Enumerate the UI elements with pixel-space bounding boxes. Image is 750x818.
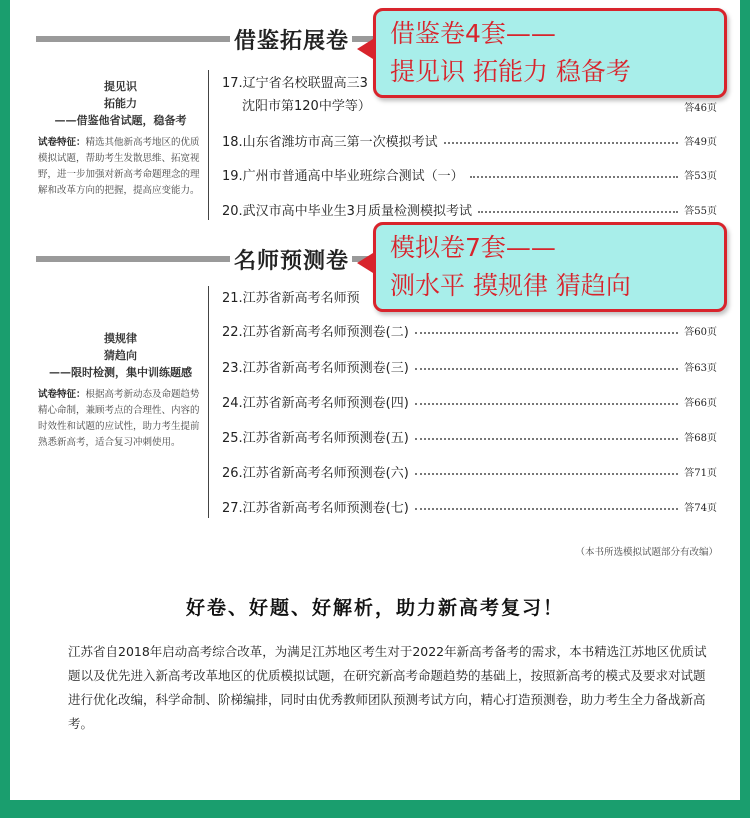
toc-page-only [570, 95, 717, 117]
toc-row[interactable] [222, 355, 717, 377]
note-line: ——限时检测，集中训练题感 [49, 366, 192, 379]
callout-borrow [373, 8, 727, 98]
leader-dots [415, 368, 678, 370]
toc-title: 19.广州市普通高中毕业班综合测试（一） [222, 168, 464, 184]
section-title-predict: 名师预测卷 [234, 248, 350, 274]
toc-title: 27.江苏省新高考名师预测卷(七) [222, 500, 409, 516]
toc-title: 20.武汉市高中毕业生3月质量检测模拟考试 [222, 203, 472, 219]
toc-row[interactable] [222, 163, 717, 185]
leader-dots [415, 403, 678, 405]
leader-dots [415, 332, 678, 334]
toc-page: 答53页 [684, 170, 717, 182]
toc-row[interactable] [222, 129, 717, 151]
toc-page: 答63页 [684, 362, 717, 374]
callout-line: 测水平 摸规律 猜趋向 [390, 271, 631, 300]
section-title-borrow: 借鉴拓展卷 [234, 28, 350, 54]
page [10, 0, 740, 800]
feature-body: 根据高考新动态及命题趋势精心命制，兼顾考点的合理性、内容的时效性和试题的应试性，助力考生提前熟悉新高考，适合复习冲刺使用。 [38, 389, 200, 448]
toc-title: 26.江苏省新高考名师预测卷(六) [222, 465, 409, 481]
feature-text [38, 387, 203, 451]
divider [208, 70, 209, 220]
note-line: 摸规律 [104, 332, 137, 345]
toc-title: 18.山东省潍坊市高三第一次模拟考试 [222, 134, 438, 150]
leader-dots [415, 438, 678, 440]
toc-page: 答74页 [684, 502, 717, 514]
intro-paragraph: 江苏省自2018年启动高考综合改革，为满足江苏地区考生对于2022年新高考备考的需求，本书精选江苏地区优质试题以及优先进入新高考改革地区的优质模拟试题，在研究新高考命题趋势的基础上，按照新高考的模式及要求对试题进行优化改编，科学命制、阶梯编排，同时由优秀教师团队预测考试方向，精心打造预测卷，助力考生全力备战新高考。 [68, 644, 707, 731]
callout-line: 模拟卷7套—— [390, 233, 556, 262]
toc-title: 24.江苏省新高考名师预测卷(四) [222, 395, 409, 411]
footnote: （本书所选模拟试题部分有改编） [575, 547, 718, 558]
leader-dots [478, 211, 678, 213]
toc-row[interactable] [222, 425, 717, 447]
toc-title-line2: 沈阳市第120中学等） [242, 99, 371, 114]
toc-row[interactable] [222, 460, 717, 482]
feature-label: 试卷特征： [38, 137, 86, 148]
leader-dots [415, 508, 678, 510]
toc-page: 答68页 [684, 432, 717, 444]
feature-body: 精选其他新高考地区的优质模拟试题，帮助考生发散思维、拓宽视野，进一步加强对新高考命题理念的理解和改革方向的把握，提高应变能力。 [38, 137, 200, 196]
toc-row[interactable] [222, 198, 717, 220]
toc-row[interactable] [222, 319, 717, 341]
note-line: 拓能力 [104, 97, 137, 110]
leader-dots [470, 176, 679, 178]
callout-tail [357, 39, 373, 59]
callout-line: 借鉴卷4套—— [390, 19, 556, 48]
section1-note [38, 78, 203, 199]
toc-page: 答71页 [684, 467, 717, 479]
toc-page: 答55页 [684, 205, 717, 217]
leader-dots [415, 473, 678, 475]
feature-label: 试卷特征： [38, 389, 86, 400]
section-bar [36, 256, 230, 262]
section2-note [38, 330, 203, 451]
callout-tail [357, 253, 373, 273]
toc-title: 21.江苏省新高考名师预 [222, 290, 360, 306]
toc-page: 答66页 [684, 397, 717, 409]
toc-page: 答49页 [684, 136, 717, 148]
toc-title: 25.江苏省新高考名师预测卷(五) [222, 430, 409, 446]
note-line: ——借鉴他省试题，稳备考 [54, 114, 187, 127]
toc-row[interactable] [222, 390, 717, 412]
toc-page: 答60页 [684, 326, 717, 338]
toc-title: 17.辽宁省名校联盟高三3 [222, 75, 368, 91]
leader-dots [444, 142, 679, 144]
section-bar [36, 36, 230, 42]
slogan: 好卷、好题、好解析，助力新高考复习！ [185, 597, 564, 619]
feature-text [38, 135, 203, 199]
divider [208, 286, 209, 518]
note-line: 提见识 [104, 80, 137, 93]
toc-title: 23.江苏省新高考名师预测卷(三) [222, 360, 409, 376]
callout-line: 提见识 拓能力 稳备考 [390, 57, 631, 86]
note-line: 猜趋向 [104, 349, 137, 362]
toc-title: 22.江苏省新高考名师预测卷(二) [222, 324, 409, 340]
callout-predict [373, 222, 727, 312]
toc-row[interactable] [222, 495, 717, 517]
toc-page: 答46页 [684, 102, 717, 114]
